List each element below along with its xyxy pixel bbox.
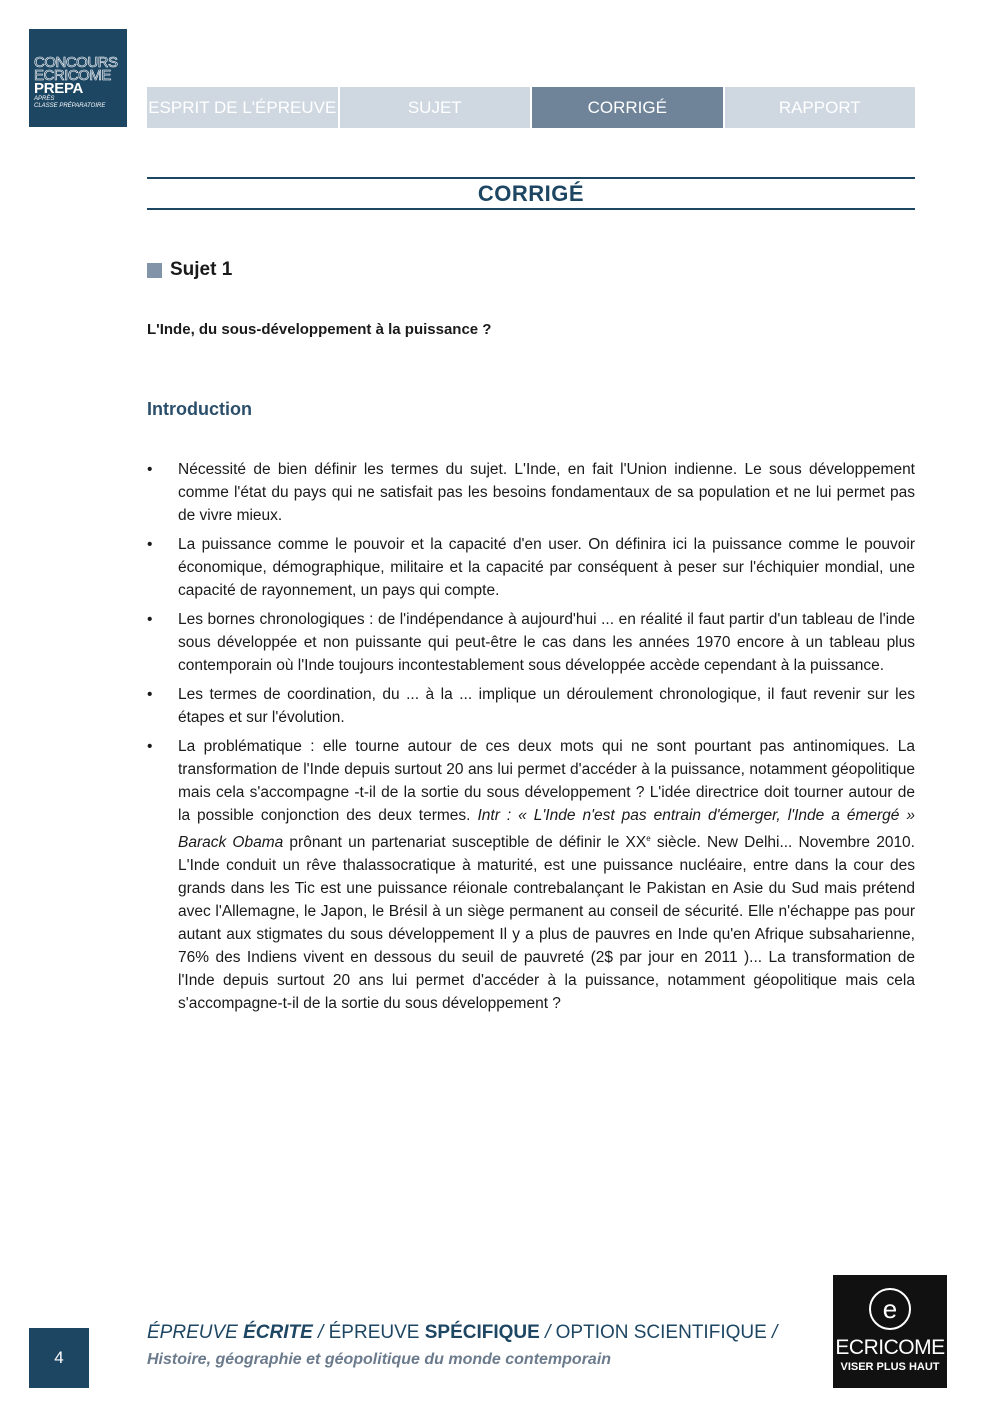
superscript: e	[646, 834, 651, 843]
introduction-heading: Introduction	[147, 399, 252, 419]
list-item-text: La problématique : elle tourne autour de ces deux mots qui ne sont pourtant pas antinomiques. La transformation de l'Inde depuis surtout 20 ans lui permet d'accéder à la puissance, notamment géopolitique mais cela s'accompagne -t-il de la sortie du sous développement ? L'idée directrice doit tourner autour de la possible conjonction des deux termes.	[178, 738, 915, 824]
footer-part: ÉPREUVE	[328, 1322, 425, 1343]
footer-separator: /	[539, 1322, 556, 1343]
list-item-text: siècle. New Delhi... Novembre 2010. L'Inde conduit un rêve thalassocratique à maturité, est une puissance nucléaire, entre dans la cour des grands dans les Tic est une puissance réionale contrebalançant le Pakistan en Asie du Sud mais prétend avec l'Allemagne, le Japon, le Brésil à un siège permanent au conseil de sécurité. Elle n'échappe pas pour autant aux stigmates du sous développement Il y a plus de pauvres en Inde qu'en Afrique subsaharienne, 76% des Indiens vivent en dessous du seuil de pauvreté (2$ par jour en 2011 )... La transformation de l'Inde depuis surtout 20 ans lui permet d'accéder à la puissance, notamment géopolitique mais cela s'accompagne-t-il de la sortie du sous développement ?	[178, 834, 915, 1013]
introduction-list	[147, 458, 915, 1021]
footer-separator: /	[766, 1322, 778, 1343]
tab-rapport[interactable]: RAPPORT	[725, 87, 916, 128]
list-item	[147, 533, 915, 602]
logo-line-prepa: PREPA	[34, 80, 84, 97]
ecricome-logo	[833, 1275, 947, 1388]
list-item	[147, 458, 915, 527]
footer-separator: /	[312, 1322, 329, 1343]
list-item-text: Les termes de coordination, du ... à la ... implique un déroulement chronologique, il faut revenir sur les étapes et sur l'évolution.	[178, 686, 915, 726]
subject-title: Sujet 1	[170, 259, 233, 280]
logo-line-ecricome: ECRICOME	[34, 67, 111, 84]
footer-exam-type	[147, 1322, 777, 1344]
list-item-text: La puissance comme le pouvoir et la capacité d'en user. On définira ici la puissance comme le pouvoir économique, démographique, militaire et la capacité par conséquent à peser sur l'échiquier mondial, une capacité de rayonnement, un pays qui compte.	[178, 536, 915, 599]
quote-text: Intr : « L'Inde n'est pas entrain d'émerger, l'Inde a émergé » Barack Obama	[178, 807, 915, 852]
list-item	[147, 683, 915, 729]
square-bullet-icon	[147, 263, 162, 278]
subject-heading	[147, 259, 232, 281]
logo-line-apres: APRÈS	[34, 96, 55, 102]
list-item-text: Les bornes chronologiques : de l'indépendance à aujourd'hui ... en réalité il faut partir d'un tableau de l'inde sous développée et non puissante qui peut-être le cas dans les années 1970 encore à un tableau plus contemporain où l'Inde toujours incontestablement sous développée accède cependant à la puissance.	[178, 611, 915, 674]
list-item-text: prônant un partenariat susceptible de définir le XX	[283, 834, 647, 852]
tab-corrige[interactable]: CORRIGÉ	[532, 87, 723, 128]
tab-sujet[interactable]: SUJET	[340, 87, 531, 128]
section-tabs	[147, 87, 915, 128]
page-number: 4	[29, 1328, 89, 1388]
footer-part: ÉCRITE	[243, 1322, 313, 1343]
list-item	[147, 608, 915, 677]
footer-part: OPTION SCIENTIFIQUE	[555, 1322, 767, 1343]
tab-esprit[interactable]: ESPRIT DE L'ÉPREUVE	[147, 87, 338, 128]
page-title-bar	[147, 177, 915, 210]
brand-name: ECRICOME	[835, 1336, 945, 1359]
logo-line-concours: CONCOURS	[34, 54, 118, 71]
page-title: CORRIGÉ	[477, 180, 585, 206]
footer-part: SPÉCIFIQUE	[424, 1322, 540, 1343]
footer-subject: Histoire, géographie et géopolitique du monde contemporain	[147, 1351, 612, 1368]
concours-logo	[29, 29, 127, 127]
logo-line-classe: CLASSE PRÉPARATOIRE	[34, 103, 106, 109]
question-text: L'Inde, du sous-développement à la puissance ?	[147, 321, 492, 338]
list-item	[147, 735, 915, 1015]
ecricome-e-icon: e	[869, 1288, 911, 1330]
footer-part: ÉPREUVE	[147, 1322, 244, 1343]
list-item-text: Nécessité de bien définir les termes du sujet. L'Inde, en fait l'Union indienne. Le sous développement comme l'état du pays qui ne satisfait pas les besoins fondamentaux de sa population et ne lui permet pas de vivre mieux.	[178, 461, 915, 524]
brand-tagline: VISER PLUS HAUT	[840, 1361, 940, 1373]
